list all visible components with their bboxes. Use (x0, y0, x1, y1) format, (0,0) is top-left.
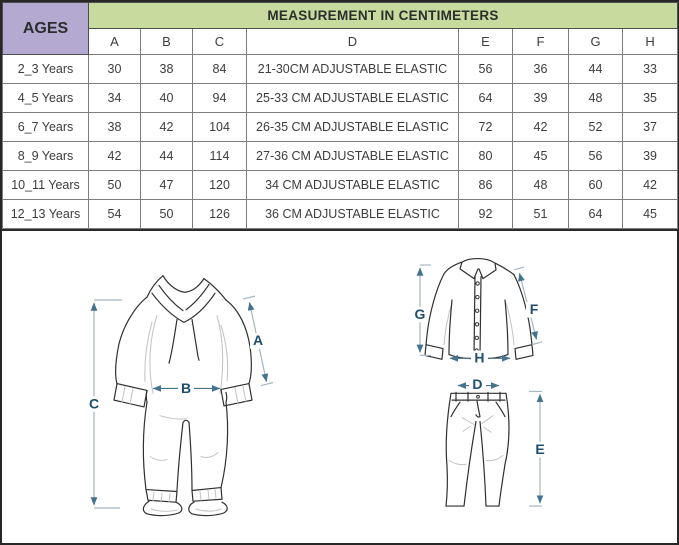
value-cell: 114 (193, 142, 247, 171)
value-cell: 56 (569, 142, 623, 171)
column-header-h: H (623, 29, 678, 55)
value-cell: 126 (193, 200, 247, 229)
value-cell: 52 (569, 113, 623, 142)
value-cell: 33 (623, 55, 678, 84)
table-row (3, 142, 678, 171)
table-row (3, 84, 678, 113)
value-cell: 45 (513, 142, 569, 171)
value-cell: 30 (89, 55, 141, 84)
value-cell: 120 (193, 171, 247, 200)
age-cell: 4_5 Years (3, 84, 89, 113)
value-cell: 56 (459, 55, 513, 84)
value-cell: 44 (569, 55, 623, 84)
column-header-e: E (459, 29, 513, 55)
value-cell: 42 (513, 113, 569, 142)
value-cell: 42 (623, 171, 678, 200)
table-row (3, 171, 678, 200)
value-cell: 39 (623, 142, 678, 171)
value-cell: 40 (141, 84, 193, 113)
value-cell: 51 (513, 200, 569, 229)
age-cell: 2_3 Years (3, 55, 89, 84)
column-letters-row (3, 29, 678, 55)
measurement-diagram-svg (2, 231, 677, 543)
value-cell: 42 (89, 142, 141, 171)
age-cell: 10_11 Years (3, 171, 89, 200)
column-header-a: A (89, 29, 141, 55)
value-cell: 50 (141, 200, 193, 229)
value-cell: 36 (513, 55, 569, 84)
column-header-g: G (569, 29, 623, 55)
dimension-label-e: E (535, 442, 545, 458)
age-cell: 8_9 Years (3, 142, 89, 171)
measurement-diagram (2, 231, 677, 543)
table-header-row (3, 3, 678, 29)
column-header-f: F (513, 29, 569, 55)
value-cell: 94 (193, 84, 247, 113)
value-cell: 21-30CM ADJUSTABLE ELASTIC (247, 55, 459, 84)
dimension-label-f: F (529, 302, 539, 318)
value-cell: 36 CM ADJUSTABLE ELASTIC (247, 200, 459, 229)
value-cell: 60 (569, 171, 623, 200)
column-header-c: C (193, 29, 247, 55)
value-cell: 38 (141, 55, 193, 84)
measurement-header: MEASUREMENT IN CENTIMETERS (89, 3, 678, 29)
dimension-label-g: G (414, 307, 426, 322)
value-cell: 64 (459, 84, 513, 113)
value-cell: 26-35 CM ADJUSTABLE ELASTIC (247, 113, 459, 142)
table-row (3, 200, 678, 229)
value-cell: 92 (459, 200, 513, 229)
value-cell: 54 (89, 200, 141, 229)
size-table (2, 2, 678, 229)
column-header-b: B (141, 29, 193, 55)
size-table-section (2, 2, 677, 231)
value-cell: 50 (89, 171, 141, 200)
value-cell: 48 (569, 84, 623, 113)
table-row (3, 113, 678, 142)
value-cell: 72 (459, 113, 513, 142)
value-cell: 34 (89, 84, 141, 113)
age-cell: 6_7 Years (3, 113, 89, 142)
value-cell: 34 CM ADJUSTABLE ELASTIC (247, 171, 459, 200)
value-cell: 86 (459, 171, 513, 200)
value-cell: 42 (141, 113, 193, 142)
value-cell: 37 (623, 113, 678, 142)
value-cell: 39 (513, 84, 569, 113)
value-cell: 64 (569, 200, 623, 229)
dimension-label-b: B (180, 381, 192, 396)
pants-drawing (446, 392, 509, 506)
value-cell: 35 (623, 84, 678, 113)
value-cell: 48 (513, 171, 569, 200)
age-cell: 12_13 Years (3, 200, 89, 229)
value-cell: 27-36 CM ADJUSTABLE ELASTIC (247, 142, 459, 171)
shirt-drawing (425, 259, 533, 360)
value-cell: 45 (623, 200, 678, 229)
dimension-label-h: H (474, 350, 485, 366)
dimension-label-a: A (252, 333, 264, 349)
value-cell: 38 (89, 113, 141, 142)
value-cell: 47 (141, 171, 193, 200)
value-cell: 44 (141, 142, 193, 171)
dimension-label-c: C (88, 396, 100, 412)
dimension-label-d: D (472, 377, 483, 392)
table-row (3, 55, 678, 84)
value-cell: 25-33 CM ADJUSTABLE ELASTIC (247, 84, 459, 113)
ages-header: AGES (3, 3, 89, 55)
column-header-d: D (247, 29, 459, 55)
value-cell: 80 (459, 142, 513, 171)
value-cell: 104 (193, 113, 247, 142)
value-cell: 84 (193, 55, 247, 84)
